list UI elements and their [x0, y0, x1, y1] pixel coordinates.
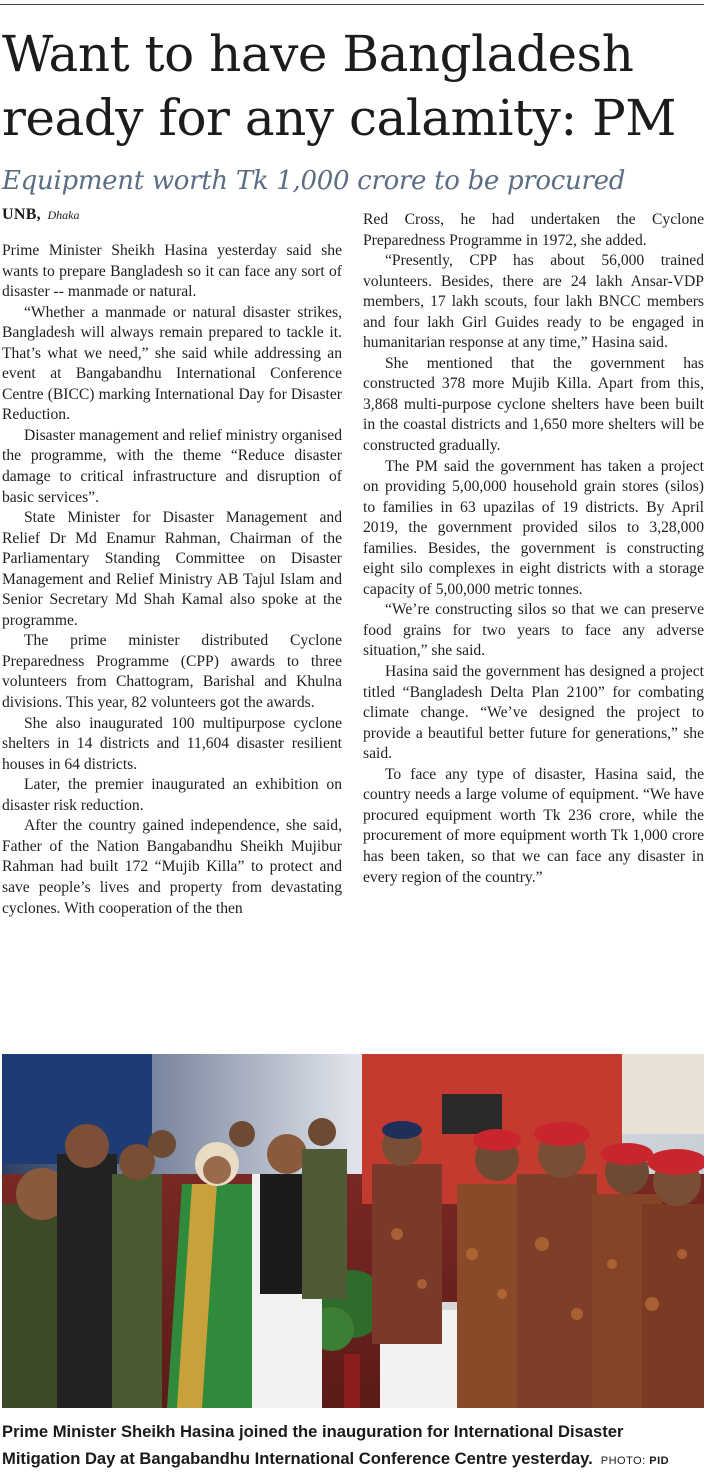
paragraph: Later, the premier inaugurated an exhibition on disaster risk reduction. — [2, 776, 342, 814]
paragraph: State Minister for Disaster Management and Relief Dr Md Enamur Rahman, Chairman of the Parliamentary Standing Committee on Disaster Management and Relief Ministry AB Tajul Islam and Senior Secretary Md Shah Kamal also spoke at the programme. — [2, 509, 342, 629]
byline-agency: UNB, — [2, 206, 41, 223]
headline-line-1: Want to have Bangladesh — [2, 25, 634, 83]
caption-line-2: Mitigation Day at Bangabandhu International Conference Centre yesterday. — [2, 1449, 593, 1468]
caption-line-1: Prime Minister Sheikh Hasina joined the inauguration for International Disaster — [2, 1422, 624, 1441]
photo-illustration — [2, 1054, 704, 1408]
photo-credit-label: PHOTO: — [600, 1455, 646, 1467]
paragraph: Red Cross, he had undertaken the Cyclone Preparedness Programme in 1972, she added. — [363, 211, 704, 249]
byline — [2, 206, 79, 225]
photo-credit — [601, 1455, 669, 1467]
photo-caption — [2, 1418, 714, 1475]
paragraph: Prime Minister Sheikh Hasina yesterday said she wants to prepare Bangladesh so it can face any sort of disaster -- manmade or natural. — [2, 242, 342, 301]
paragraph: The prime minister distributed Cyclone Preparedness Programme (CPP) awards to three volunteers from Chattogram, Barishal and Khulna divisions. This year, 82 volunteers got the awards. — [2, 632, 342, 712]
paragraph: “We’re constructing silos so that we can preserve food grains for two years to face any adverse situation,” she said. — [363, 601, 704, 660]
top-rule — [0, 4, 704, 5]
paragraph: Disaster management and relief ministry organised the programme, with the theme “Reduce disaster damage to critical infrastructure and disruption of basic services”. — [2, 426, 342, 506]
news-photo — [2, 1054, 704, 1408]
paragraph: To face any type of disaster, Hasina said, the country needs a large volume of equipment. “We have procured equipment worth Tk 236 crore, while the procurement of more equipment worth Tk 1,000 crore has been taken, so that we can face any disaster in every region of the country.” — [363, 765, 704, 886]
paragraph: “Whether a manmade or natural disaster strikes, Bangladesh will always remain prepared to tackle it. That’s what we need,” she said while addressing an event at Bangabandhu International Conference Centre (BICC) marking International Day for Disaster Reduction. — [2, 303, 342, 424]
paragraph: After the country gained independence, she said, Father of the Nation Bangabandhu Sheikh Mujibur Rahman had built 172 “Mujib Killa” to protect and save people’s lives and property from devastating cyclones. With cooperation of the then — [2, 817, 342, 917]
article-column-right — [363, 210, 704, 888]
headline-line-2: ready for any calamity: PM — [2, 89, 676, 147]
byline-dateline: Dhaka — [47, 208, 80, 222]
paragraph: She also inaugurated 100 multipurpose cyclone shelters in 14 districts and 11,604 disaster resilient houses in 64 districts. — [2, 714, 342, 773]
article-column-left — [2, 241, 342, 919]
photo-credit-source: PID — [649, 1455, 670, 1467]
paragraph: The PM said the government has taken a project on providing 5,00,000 household grain stores (silos) to families in 63 upazilas of 19 districts. By April 2019, the government provided silos to 3,28,000 families. Besides, the government is constructing eight silo complexes in eight districts with a storage capacity of 5,00,000 metric tonnes. — [363, 457, 704, 598]
paragraph: Hasina said the government has designed a project titled “Bangladesh Delta Plan 2100” for combating climate change. “We’ve designed the project to provide a beautiful better future for generations,” she said. — [363, 663, 704, 763]
paragraph: “Presently, CPP has about 56,000 trained volunteers. Besides, there are 24 lakh Ansar-VDP members, 17 lakh scouts, four lakh BNCC members and four lakh Girl Guides ready to be engaged in humanitarian response at any time,” Hasina said. — [363, 252, 704, 352]
subheadline: Equipment worth Tk 1,000 crore to be procured — [2, 166, 626, 196]
headline — [2, 22, 712, 150]
paragraph: She mentioned that the government has constructed 378 more Mujib Killa. Apart from this, 3,868 multi-purpose cyclone shelters have been built in the coastal districts and 1,650 more shelters will be constructed gradually. — [363, 354, 704, 455]
